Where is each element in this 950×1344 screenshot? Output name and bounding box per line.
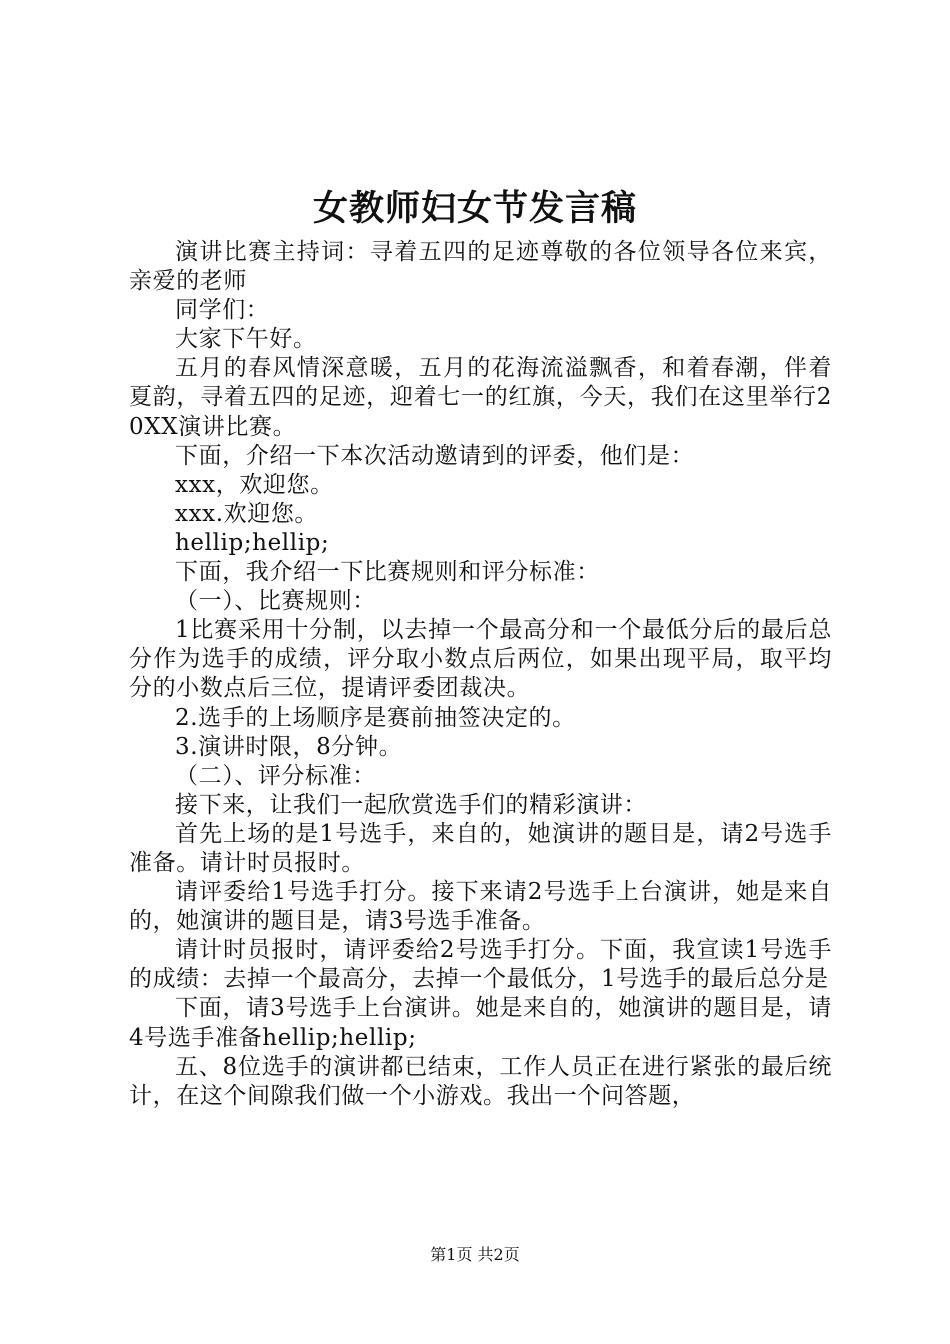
paragraph: 下面，请3号选手上台演讲。她是来自的，她演讲的题目是，请4号选手准备hellip;hellip; xyxy=(129,995,832,1051)
paragraph: 接下来，让我们一起欣赏选手们的精彩演讲： xyxy=(175,791,647,818)
paragraph: xxx.欢迎您。 xyxy=(175,500,319,527)
document-title: 女教师妇女节发言稿 xyxy=(312,188,637,229)
paragraph: 演讲比赛主持词：寻着五四的足迹尊敬的各位领导各位来宾，亲爱的老师 xyxy=(129,239,832,295)
paragraph: 2.选手的上场顺序是赛前抽签决定的。 xyxy=(175,704,576,731)
paragraph: 首先上场的是1号选手，来自的，她演讲的题目是，请2号选手准备。请计时员报时。 xyxy=(129,820,832,876)
paragraph: 大家下午好。 xyxy=(175,326,317,353)
paragraph: 下面，我介绍一下比赛规则和评分标准： xyxy=(175,559,600,586)
paragraph: 1比赛采用十分制，以去掉一个最高分和一个最低分后的最后总分作为选手的成绩，评分取小数点后两位，如果出现平局，取平均分的小数点后三位，提请评委团裁决。 xyxy=(129,617,832,702)
page-footer: 第1页 共2页 xyxy=(430,1245,520,1264)
paragraph: 3.演讲时限，8分钟。 xyxy=(175,733,403,760)
paragraph: 请计时员报时，请评委给2号选手打分。下面，我宣读1号选手的成绩：去掉一个最高分，去掉一个最低分，1号选手的最后总分是 xyxy=(129,937,832,993)
section-heading: （一）、比赛规则： xyxy=(175,588,376,615)
paragraph: xxx，欢迎您。 xyxy=(175,471,334,498)
paragraph: 下面，介绍一下本次活动邀请到的评委，他们是： xyxy=(175,442,695,469)
section-heading: （二）、评分标准： xyxy=(175,762,376,789)
paragraph: 五、8位选手的演讲都已结束，工作人员正在进行紧张的最后统计，在这个间隙我们做一个小游戏。我出一个问答题， xyxy=(129,1053,832,1109)
paragraph: 请评委给1号选手打分。接下来请2号选手上台演讲，她是来自的，她演讲的题目是，请3号选手准备。 xyxy=(129,879,832,935)
paragraph: hellip;hellip; xyxy=(175,529,330,556)
document-body xyxy=(129,238,832,1111)
paragraph: 五月的春风情深意暖，五月的花海流溢飘香，和着春潮，伴着夏韵，寻着五四的足迹，迎着七一的红旗，今天，我们在这里举行20XX演讲比赛。 xyxy=(129,355,832,440)
paragraph: 同学们： xyxy=(175,297,270,324)
